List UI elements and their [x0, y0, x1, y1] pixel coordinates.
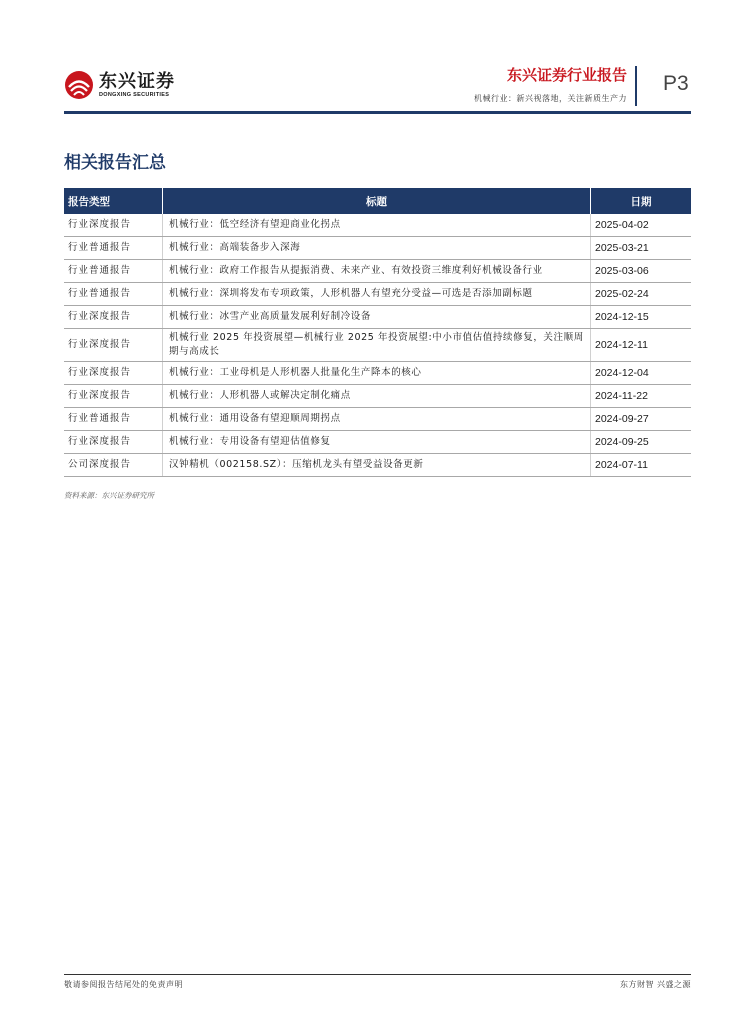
report-date-cell: 2024-12-11: [591, 329, 692, 362]
report-date-cell: 2025-03-21: [591, 237, 692, 260]
header-rule: [64, 111, 691, 114]
report-header-subtitle: 机械行业：新兴视落地，关注新质生产力: [474, 94, 627, 103]
report-type-cell: 行业深度报告: [64, 385, 163, 408]
footer-rule: [64, 974, 691, 975]
report-type-cell: 公司深度报告: [64, 454, 163, 477]
report-type-cell: 行业深度报告: [64, 329, 163, 362]
column-header-date: 日期: [591, 188, 692, 214]
logo-chinese-name: 东兴证券: [99, 70, 175, 92]
footer-disclaimer-note: 敬请参阅报告结尾处的免责声明: [64, 980, 183, 989]
table-row: [64, 260, 691, 283]
report-date-cell: 2025-02-24: [591, 283, 692, 306]
report-title-cell: 机械行业：低空经济有望迎商业化拐点: [163, 214, 591, 237]
report-title-cell: 汉钟精机（002158.SZ）：压缩机龙头有望受益设备更新: [163, 454, 591, 477]
report-title-cell: 机械行业：冰雪产业高质量发展利好制冷设备: [163, 306, 591, 329]
table-row: [64, 283, 691, 306]
report-title-cell: 机械行业：深圳将发布专项政策，人形机器人有望充分受益—可选是否添加副标题: [163, 283, 591, 306]
column-header-type: 报告类型: [64, 188, 163, 214]
report-type-cell: 行业深度报告: [64, 362, 163, 385]
table-row: [64, 306, 691, 329]
report-type-cell: 行业深度报告: [64, 306, 163, 329]
report-date-cell: 2024-07-11: [591, 454, 692, 477]
report-date-cell: 2024-11-22: [591, 385, 692, 408]
report-date-cell: 2024-09-27: [591, 408, 692, 431]
table-header-row: [64, 188, 691, 214]
report-date-cell: 2024-12-04: [591, 362, 692, 385]
table-row: [64, 214, 691, 237]
related-reports-table: [64, 188, 691, 477]
report-type-cell: 行业普通报告: [64, 260, 163, 283]
report-date-cell: 2025-03-06: [591, 260, 692, 283]
report-title-cell: 机械行业：人形机器人或解决定制化痛点: [163, 385, 591, 408]
table-row: [64, 408, 691, 431]
report-title-cell: 机械行业：通用设备有望迎顺周期拐点: [163, 408, 591, 431]
column-header-title: 标题: [163, 188, 591, 214]
report-title-cell: 机械行业：专用设备有望迎估值修复: [163, 431, 591, 454]
table-row: [64, 362, 691, 385]
section-title: 相关报告汇总: [64, 153, 166, 173]
table-row: [64, 385, 691, 408]
company-logo: [64, 70, 175, 100]
report-type-cell: 行业普通报告: [64, 283, 163, 306]
dongxing-logo-icon: [64, 70, 94, 100]
data-source-note: 资料来源：东兴证券研究所: [64, 491, 154, 500]
table-row: [64, 431, 691, 454]
report-date-cell: 2024-09-25: [591, 431, 692, 454]
page-number: P3: [663, 72, 689, 95]
table-row: [64, 454, 691, 477]
report-header-title: 东兴证券行业报告: [506, 66, 627, 84]
report-type-cell: 行业普通报告: [64, 408, 163, 431]
table-row: [64, 329, 691, 362]
report-type-cell: 行业深度报告: [64, 214, 163, 237]
report-title-cell: 机械行业 2025 年投资展望—机械行业 2025 年投资展望:中小市值估值持续修复，关注顺周期与高成长: [163, 329, 591, 362]
report-type-cell: 行业深度报告: [64, 431, 163, 454]
report-date-cell: 2025-04-02: [591, 214, 692, 237]
report-title-cell: 机械行业：高端装备步入深海: [163, 237, 591, 260]
header-divider: [635, 66, 637, 106]
footer-slogan: 东方财智 兴盛之源: [619, 980, 691, 989]
report-title-cell: 机械行业：工业母机是人形机器人批量化生产降本的核心: [163, 362, 591, 385]
report-title-cell: 机械行业：政府工作报告从提振消费、未来产业、有效投资三维度利好机械设备行业: [163, 260, 591, 283]
table-row: [64, 237, 691, 260]
report-date-cell: 2024-12-15: [591, 306, 692, 329]
report-type-cell: 行业普通报告: [64, 237, 163, 260]
logo-english-name: DONGXING SECURITIES: [99, 91, 170, 98]
